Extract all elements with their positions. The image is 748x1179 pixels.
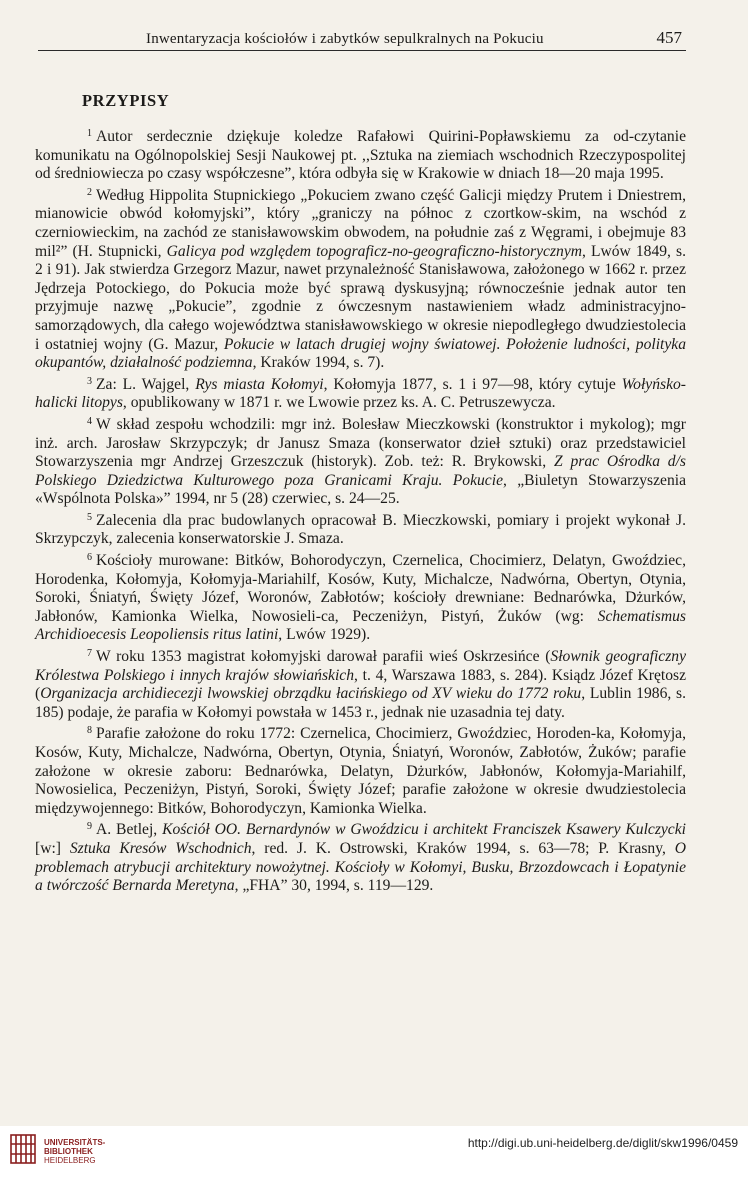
- footnote-text: Kościoły murowane: Bitków, Bohorodyczyn, Czernelica, Chocimierz, Delatyn, Gwoździec, Horodenka, Kołomyja, Kołomyja-Mariahilf, Kosów, Kuty, Michalcze, Nadwórna, Obertyn, Otynia, Soroki, Śniatyń, Święty Józef, Woronów, Zabłotów; kościoły drewniane: Bednarówka, Dżurków, Jabłonów, Kamionka Wielka, Nowosieli-ca, Peczeniżyn, Pistyń, Żuków (wg:: [35, 552, 686, 625]
- footnote-italic-title: Organizacja archidiecezji lwowskiej obrządku łacińskiego od XV wieku do 1772 roku: [40, 685, 582, 703]
- library-name-line: BIBLIOTHEK: [44, 1147, 93, 1156]
- footnote-text: Za: L. Wajgel,: [96, 375, 196, 393]
- library-logo-icon: [8, 1132, 38, 1166]
- footnote-italic-title: O problemach atrybucji architektury nowożytnej. Kościoły w Kołomyi, Busku, Brzozdowcach i Łopatynie a twórczość Bernarda Meretyna: [35, 839, 686, 895]
- page-header: [38, 28, 686, 51]
- footnote-text: , Lublin 1986, s. 185) podaje, że parafia w Kołomyi powstała w 1453 r., jednak nie uzasadnia tej daty.: [35, 685, 686, 721]
- footnote: [35, 373, 686, 413]
- footnote-text: , Kraków 1994, s. 7).: [252, 354, 385, 372]
- footnote: [35, 722, 686, 818]
- footnote-italic-title: Słownik geograficzny Królestwa Polskiego i innych krajów słowiańskich: [35, 648, 686, 684]
- footnote: [35, 125, 686, 184]
- footnote-italic-title: Schematismus Archidioecesis Leopoliensis ritus latini: [35, 607, 686, 644]
- section-title: PRZYPISY: [82, 91, 170, 110]
- library-name-line: HEIDELBERG: [44, 1156, 96, 1165]
- footnote-text: Parafie założone do roku 1772: Czernelica, Chocimierz, Gwoździec, Horoden-ka, Kołomyja, Kosów, Kuty, Michalcze, Nadwórna, Obertyn, Otynia, Śniatyń, Woronów, Zabłotów, Żuków; parafie założone w okresie zaboru: Bednarówka, Delatyn, Dżurków, Jabłonów, Kołomyja-Mariahilf, Nowosielica, Peczeniżyn, Pistyń, Soroki, Święty Józef; parafie założone w okresie dwudziestolecia międzywojennego: Bitków, Bohorodyczyn, Kamionka Wielka.: [35, 725, 686, 817]
- footnotes-list: [35, 125, 686, 896]
- footnote-text: , Kołomyja 1877, s. 1 i 97—98, który cytuje: [323, 375, 622, 393]
- footnote-italic-title: Sztuka Kresów Wschodnich: [69, 839, 252, 857]
- footnote-text: W skład zespołu wchodzili: mgr inż. Bolesław Mieczkowski (konstruktor i mykolog); mgr inż. arch. Jarosław Skrzypczyk; dr Janusz Smaza (konserwator dzieł sztuki) oraz przedstawiciel Stowarzyszenia mgr Andrzej Grzeszczuk (historyk). Zob. też: R. Brykowski,: [35, 415, 686, 471]
- footnote-text: Zalecenia dla prac budowlanych opracował B. Mieczkowski, pomiary i projekt wykonał J. Skrzypczyk, zalecenia konserwatorskie J. Smaza.: [35, 511, 686, 548]
- footnote-number: 9: [87, 821, 92, 833]
- footnote: [35, 818, 686, 895]
- footnote-italic-title: Pokucie w latach drugiej wojny światowej. Położenie ludności, polityka okupantów, działalność podziemna: [35, 335, 687, 372]
- footnote-text: , Lwów 1849, s. 2 i 91). Jak stwierdza Grzegorz Mazur, nawet przynależność Stanisławowa, założonego w 1662 r. przez Jędrzeja Potockiego, do Pokucia może być sprawą dyskusyjną; równocześnie jednak autor ten przyjmuje nazwę „Pokucie”, zgodnie z ówczesnym nastawieniem władz administracyjno-samorządowych, dla całego województwa stanisławowskiego w okresie niepodległego dwudziestolecia i ostatniej wojny (G. Mazur,: [35, 242, 686, 353]
- footnote-text: Autor serdecznie dziękuje koledze Rafałowi Quirini-Popławskiemu za od-czytanie komunikatu na Ogólnopolskiej Sesji Naukowej pt. ,,Sztuka na ziemiach wschodnich Rzeczypospolitej od średniowiecza po czasy współczesne”, która odbyła się w Krakowie w dniach 18—20 maja 1995.: [35, 128, 686, 183]
- source-url-link[interactable]: http://digi.ub.uni-heidelberg.de/diglit/skw1996/0459: [467, 1136, 738, 1150]
- footnote: [35, 184, 686, 373]
- library-name-line: UNIVERSITÄTS-: [44, 1138, 106, 1147]
- footnote-text: , Lwów 1929).: [278, 626, 371, 644]
- footnote-text: A. Betlej,: [96, 821, 163, 839]
- running-head: Inwentaryzacja kościołów i zabytków sepulkralnych na Pokuciu: [146, 31, 544, 47]
- footnote-italic-title: Rys miasta Kołomyi: [195, 375, 324, 393]
- footnote-number: 7: [87, 648, 92, 660]
- footnote-number: 2: [87, 186, 92, 198]
- footnote-text: W roku 1353 magistrat kołomyjski darował parafii wieś Oskrzesińce (: [96, 648, 551, 666]
- footnote-text: , t. 4, Warszawa 1883, s. 284). Ksiądz Józef Krętosz (: [35, 666, 686, 703]
- footnote-number: 3: [87, 375, 92, 387]
- footnote: [35, 509, 686, 549]
- library-name: [44, 1138, 105, 1165]
- footnote: [35, 549, 686, 645]
- digitization-footer: [0, 1126, 748, 1179]
- footnote: [35, 645, 686, 722]
- footnote-text: , opublikowany w 1871 r. we Lwowie przez ks. A. C. Petruszewycza.: [122, 394, 556, 412]
- footnote-number: 8: [87, 725, 92, 737]
- footnote-number: 4: [87, 415, 92, 427]
- footnote: [35, 413, 686, 509]
- footnote-text: [w:]: [35, 839, 70, 857]
- footnote-italic-title: Wołyńsko-halicki litopys: [35, 375, 686, 412]
- footnote-italic-title: Z prac Ośrodka d/s Polskiego Dziedzictwa Kulturowego poza Granicami Kraju. Pokucie: [35, 453, 686, 489]
- footnote-italic-title: Galicya pod względem topograficz-no-geograficzno-historycznym: [166, 242, 582, 260]
- footnote-text: , „FHA” 30, 1994, s. 119—129.: [234, 877, 434, 895]
- footnote-number: 6: [87, 552, 92, 564]
- footnote-text: Według Hippolita Stupnickiego „Pokuciem zwano część Galicji między Prutem i Dniestrem, mianowicie obwód kołomyjski”, który „graniczy na północ z czortkow-skim, na wschód z czerniowieckim, na zachód ze stanisławowskim obwodem, na południe zaś z Węgrami, i obejmuje 83 mil²” (H. Stupnicki,: [35, 186, 686, 260]
- footnote-italic-title: Kościół OO. Bernardynów w Gwoździcu i architekt Franciszek Ksawery Kulczycki: [162, 821, 686, 839]
- footnote-text: , red. J. K. Ostrowski, Kraków 1994, s. 63—78; P. Krasny,: [251, 839, 675, 857]
- footnote-number: 5: [87, 511, 92, 523]
- footnote-number: 1: [87, 128, 92, 139]
- footnote-text: , „Biuletyn Stowarzyszenia «Wspólnota Polska»” 1994, nr 5 (28) czerwiec, s. 24—25.: [35, 471, 687, 508]
- page-number: 457: [656, 28, 682, 47]
